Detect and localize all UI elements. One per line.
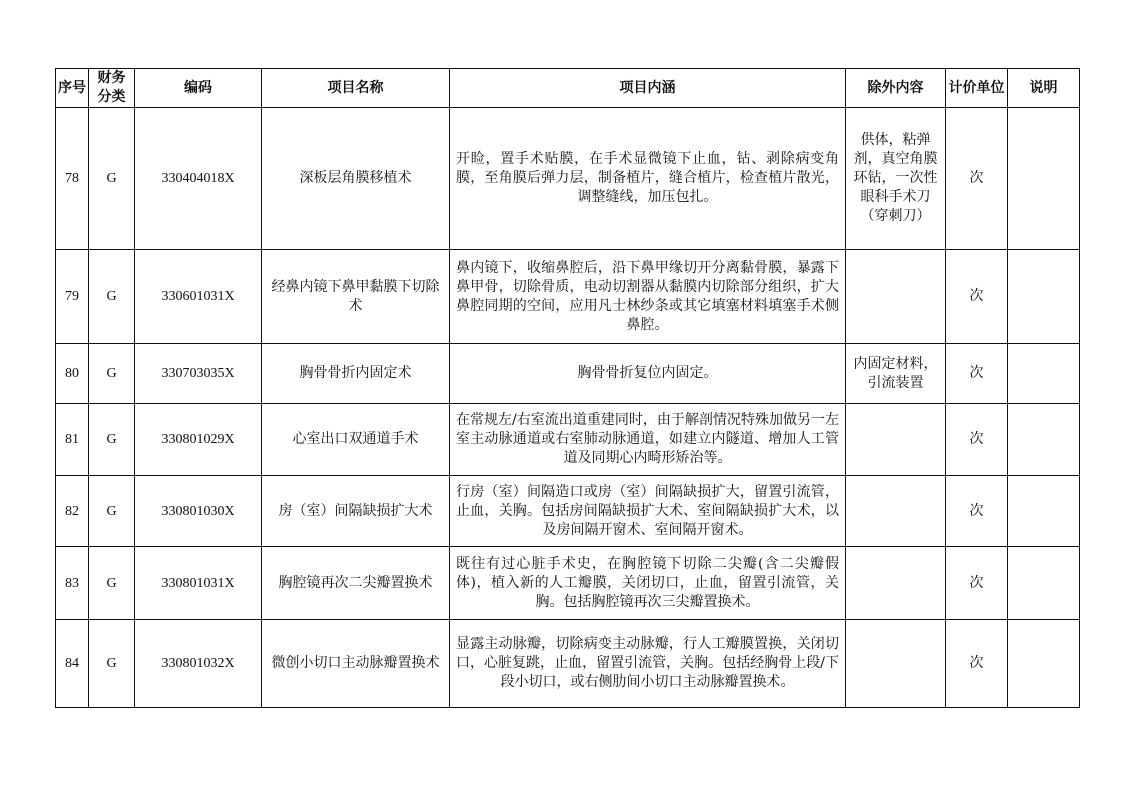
cell-finance: G: [89, 404, 135, 476]
cell-code: 330801029X: [135, 404, 262, 476]
cell-content: 既往有过心脏手术史，在胸腔镜下切除二尖瓣(含二尖瓣假体)，植入新的人工瓣膜，关闭切口，止血，留置引流管，关胸。包括胸腔镜再次三尖瓣置换术。: [450, 547, 846, 620]
cell-finance: G: [89, 250, 135, 344]
header-seq: 序号: [56, 69, 89, 108]
cell-name: 房（室）间隔缺损扩大术: [262, 476, 450, 547]
cell-seq: 83: [56, 547, 89, 620]
cell-seq: 78: [56, 108, 89, 250]
cell-remark: [1008, 250, 1080, 344]
cell-name: 微创小切口主动脉瓣置换术: [262, 620, 450, 708]
cell-finance: G: [89, 547, 135, 620]
cell-unit: 次: [946, 620, 1008, 708]
cell-seq: 81: [56, 404, 89, 476]
cell-unit: 次: [946, 344, 1008, 404]
cell-name: 经鼻内镜下鼻甲黏膜下切除术: [262, 250, 450, 344]
cell-content: 行房（室）间隔造口或房（室）间隔缺损扩大，留置引流管，止血，关胸。包括房间隔缺损扩大术、室间隔缺损扩大术，以及房间隔开窗术、室间隔开窗术。: [450, 476, 846, 547]
header-unit: 计价单位: [946, 69, 1008, 108]
cell-code: 330601031X: [135, 250, 262, 344]
header-code: 编码: [135, 69, 262, 108]
cell-remark: [1008, 476, 1080, 547]
cell-finance: G: [89, 108, 135, 250]
cell-name: 胸腔镜再次二尖瓣置换术: [262, 547, 450, 620]
cell-excluded: [846, 476, 946, 547]
cell-code: 330703035X: [135, 344, 262, 404]
cell-content: 鼻内镜下，收缩鼻腔后，沿下鼻甲缘切开分离黏骨膜，暴露下鼻甲骨，切除骨质，电动切割器从黏膜内切除部分组织，扩大鼻腔同期的空间，应用凡士林纱条或其它填塞材料填塞手术侧鼻腔。: [450, 250, 846, 344]
cell-unit: 次: [946, 404, 1008, 476]
cell-content: 在常规左/右室流出道重建同时，由于解剖情况特殊加做另一左室主动脉通道或右室肺动脉通道，如建立内隧道、增加人工管道及同期心内畸形矫治等。: [450, 404, 846, 476]
cell-remark: [1008, 344, 1080, 404]
cell-remark: [1008, 108, 1080, 250]
table-row: [56, 250, 1080, 344]
header-excluded: 除外内容: [846, 69, 946, 108]
table-row: [56, 404, 1080, 476]
header-finance: 财务分类: [89, 69, 135, 108]
cell-remark: [1008, 547, 1080, 620]
table-row: [56, 547, 1080, 620]
cell-excluded: [846, 620, 946, 708]
table-row: [56, 620, 1080, 708]
cell-excluded: 内固定材料，引流装置: [846, 344, 946, 404]
header-content: 项目内涵: [450, 69, 846, 108]
cell-code: 330404018X: [135, 108, 262, 250]
cell-excluded: [846, 250, 946, 344]
table-row: [56, 344, 1080, 404]
cell-name: 深板层角膜移植术: [262, 108, 450, 250]
cell-content: 开睑，置手术贴膜，在手术显微镜下止血，钻、剥除病变角膜，至角膜后弹力层，制备植片，缝合植片，检查植片散光，调整缝线，加压包扎。: [450, 108, 846, 250]
header-remark: 说明: [1008, 69, 1080, 108]
price-table: [55, 68, 1080, 708]
cell-name: 心室出口双通道手术: [262, 404, 450, 476]
cell-unit: 次: [946, 476, 1008, 547]
cell-unit: 次: [946, 547, 1008, 620]
cell-code: 330801031X: [135, 547, 262, 620]
cell-excluded: [846, 547, 946, 620]
cell-remark: [1008, 620, 1080, 708]
header-row: [56, 69, 1080, 108]
cell-finance: G: [89, 476, 135, 547]
cell-name: 胸骨骨折内固定术: [262, 344, 450, 404]
cell-seq: 79: [56, 250, 89, 344]
cell-code: 330801030X: [135, 476, 262, 547]
cell-seq: 84: [56, 620, 89, 708]
cell-unit: 次: [946, 108, 1008, 250]
cell-seq: 82: [56, 476, 89, 547]
cell-excluded: [846, 404, 946, 476]
cell-finance: G: [89, 620, 135, 708]
cell-content: 胸骨骨折复位内固定。: [450, 344, 846, 404]
cell-unit: 次: [946, 250, 1008, 344]
cell-excluded: 供体，粘弹剂，真空角膜环钻，一次性眼科手术刀（穿刺刀）: [846, 108, 946, 250]
cell-code: 330801032X: [135, 620, 262, 708]
cell-finance: G: [89, 344, 135, 404]
cell-remark: [1008, 404, 1080, 476]
header-name: 项目名称: [262, 69, 450, 108]
table-row: [56, 108, 1080, 250]
cell-seq: 80: [56, 344, 89, 404]
cell-content: 显露主动脉瓣，切除病变主动脉瓣，行人工瓣膜置换，关闭切口，心脏复跳，止血，留置引流管，关胸。包括经胸骨上段/下段小切口，或右侧肋间小切口主动脉瓣置换术。: [450, 620, 846, 708]
table-row: [56, 476, 1080, 547]
